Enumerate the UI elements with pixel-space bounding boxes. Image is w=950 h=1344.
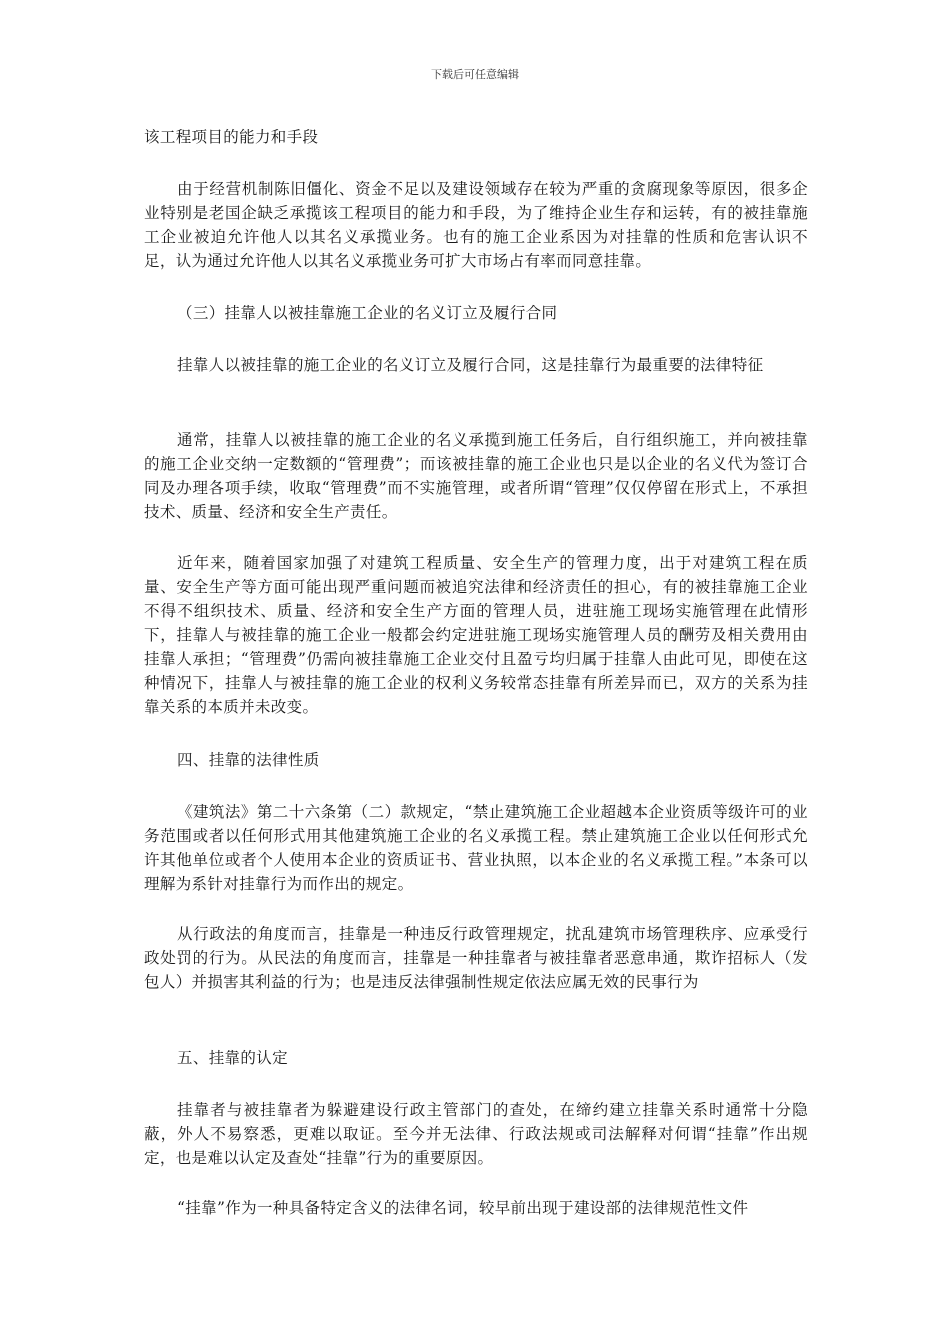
paragraph-recent-years: 近年来，随着国家加强了对建筑工程质量、安全生产的管理力度，出于对建筑工程在质量、安全生产等方面可能出现严重问题而被追究法律和经济责任的担心，有的被挂靠施工企业不得不组织技术、质量、经济和安全生产方面的管理人员，进驻施工现场实施管理在此情形下，挂靠人与被挂靠的施工企业一般都会约定进驻施工现场实施管理人员的酬劳及相关费用由挂靠人承担；“管理费”仍需向被挂靠施工企业交付且盈亏均归属于挂靠人由此可见，即使在这种情况下，挂靠人与被挂靠的施工企业的权利义务较常态挂靠有所差异而已，双方的关系为挂靠关系的本质并未改变。 xyxy=(144,554,808,716)
paragraph-usual-practice: 通常，挂靠人以被挂靠的施工企业的名义承揽到施工任务后，自行组织施工，并向被挂靠的施工企业交纳一定数额的“管理费”；而该被挂靠的施工企业也只是以企业的名义代为签订合同及办理各项手续，收取“管理费”而不实施管理，或者所谓“管理”仅仅停留在形式上，不承担技术、质量、经济和安全生产责任。 xyxy=(144,431,808,521)
paragraph-reasons: 由于经营机制陈旧僵化、资金不足以及建设领域存在较为严重的贪腐现象等原因，很多企业特别是老国企缺乏承揽该工程项目的能力和手段，为了维持企业生存和运转，有的被挂靠施工企业被迫允许他人以其名义承揽业务。也有的施工企业系因为对挂靠的性质和危害认识不足，认为通过允许他人以其名义承揽业务可扩大市场占有率而同意挂靠。 xyxy=(144,180,808,270)
paragraph-legal-term: “挂靠”作为一种具备特定含义的法律名词，较早前出现于建设部的法律规范性文件 xyxy=(177,1199,749,1217)
paragraph-identification: 挂靠者与被挂靠者为躲避建设行政主管部门的查处，在缔约建立挂靠关系时通常十分隐蔽，外人不易察悉，更难以取证。至今并无法律、行政法规或司法解释对何谓“挂靠”作出规定，也是难以认定及查处“挂靠”行为的重要原因。 xyxy=(144,1101,808,1167)
page-header: 下载后可任意编辑 xyxy=(431,68,519,81)
paragraph-administrative-law: 从行政法的角度而言，挂靠是一种违反行政管理规定，扰乱建筑市场管理秩序、应承受行政处罚的行为。从民法的角度而言，挂靠是一种挂靠者与被挂靠者恶意串通，欺诈招标人（发包人）并损害其利益的行为；也是违反法律强制性规定依法应属无效的民事行为 xyxy=(144,925,808,991)
section-heading-3: （三）挂靠人以被挂靠施工企业的名义订立及履行合同 xyxy=(177,304,558,322)
section-heading-5: 五、挂靠的认定 xyxy=(177,1049,288,1067)
paragraph-fragment: 该工程项目的能力和手段 xyxy=(144,128,319,146)
paragraph-construction-law: 《建筑法》第二十六条第（二）款规定，“禁止建筑施工企业超越本企业资质等级许可的业务范围或者以任何形式用其他建筑施工企业的名义承揽工程。禁止建筑施工企业以任何形式允许其他单位或者个人使用本企业的资质证书、营业执照，以本企业的名义承揽工程。”本条可以理解为系针对挂靠行为而作出的规定。 xyxy=(144,803,808,893)
paragraph-legal-feature: 挂靠人以被挂靠的施工企业的名义订立及履行合同，这是挂靠行为最重要的法律特征 xyxy=(177,356,764,374)
section-heading-4: 四、挂靠的法律性质 xyxy=(177,751,320,769)
